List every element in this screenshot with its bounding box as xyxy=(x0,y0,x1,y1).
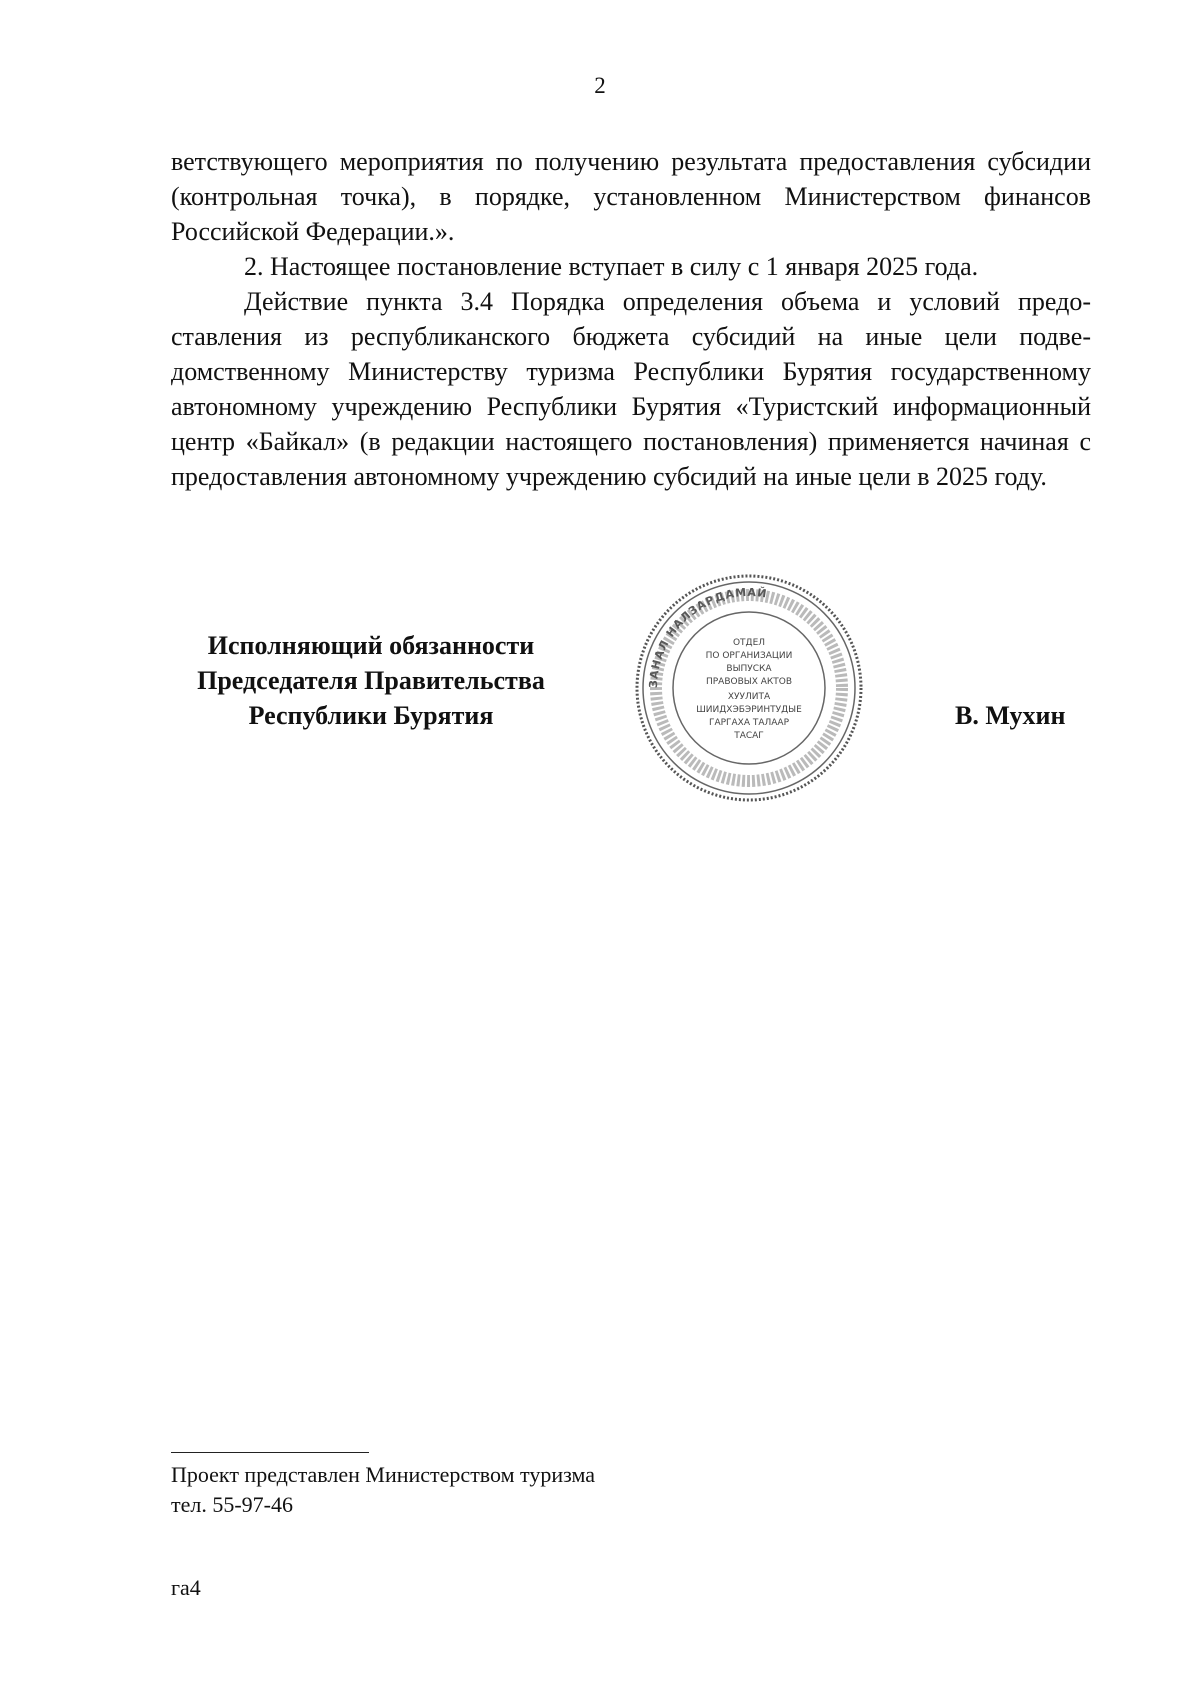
svg-text:ОТДЕЛ: ОТДЕЛ xyxy=(732,638,766,648)
official-seal-stamp xyxy=(634,573,864,803)
svg-text:ТАСАГ: ТАСАГ xyxy=(734,731,764,741)
document-body xyxy=(171,144,1091,494)
signatory-name: В. Мухин xyxy=(955,701,1066,730)
svg-text:ПРАВОВЫХ АКТОВ: ПРАВОВЫХ АКТОВ xyxy=(705,677,793,687)
svg-text:ВЫПУСКА: ВЫПУСКА xyxy=(726,664,772,674)
svg-text:ХУУЛИТА: ХУУЛИТА xyxy=(727,692,771,702)
seal-center-text xyxy=(696,638,802,741)
footnote-line: тел. 55-97-46 xyxy=(171,1492,294,1517)
paragraph-effective-date: 2. Настоящее постановление вступает в силу с 1 января 2025 года. xyxy=(244,252,979,281)
signatory-title-line: Председателя Правительства xyxy=(197,666,545,695)
svg-text:ПО ОРГАНИЗАЦИИ: ПО ОРГАНИЗАЦИИ xyxy=(705,651,793,661)
paragraph-continuation: ветствующего мероприятия по получению результата предоставления субсидии (контрольная точка), в порядке, установленном Министерством финансов Российской Федерации.». xyxy=(171,147,1091,246)
signatory-title-line: Исполняющий обязанности xyxy=(207,631,535,660)
signatory-title-line: Республики Бурятия xyxy=(248,701,494,730)
signatory-title xyxy=(176,628,566,733)
paragraph-application: Действие пункта 3.4 Порядка определения объема и условий предоставления из республиканского бюджета субсидий на иные цели подведомственному Министерству туризма Республики Бурятия государственному автономному учреждению Республики Бурятия «Туристский информационный центр «Байкал» (в редакции настоящего постановления) применяется начиная с предоставления автономному учреждению субсидий на иные цели в 2025 году. xyxy=(171,287,1091,491)
svg-text:ШИИДХЭБЭРИНТУДЫЕ: ШИИДХЭБЭРИНТУДЫЕ xyxy=(696,705,802,715)
footnote xyxy=(171,1460,595,1520)
seal-outer-text: ЗАНАЛ НАЛЗАРДАМАЙ xyxy=(646,585,769,689)
svg-text:ГАРГАХА ТАЛААР: ГАРГАХА ТАЛААР xyxy=(708,718,790,728)
document-code: га4 xyxy=(171,1575,201,1600)
footnote-divider xyxy=(171,1452,369,1453)
footnote-line: Проект представлен Министерством туризма xyxy=(171,1462,596,1487)
page-number: 2 xyxy=(594,73,606,98)
